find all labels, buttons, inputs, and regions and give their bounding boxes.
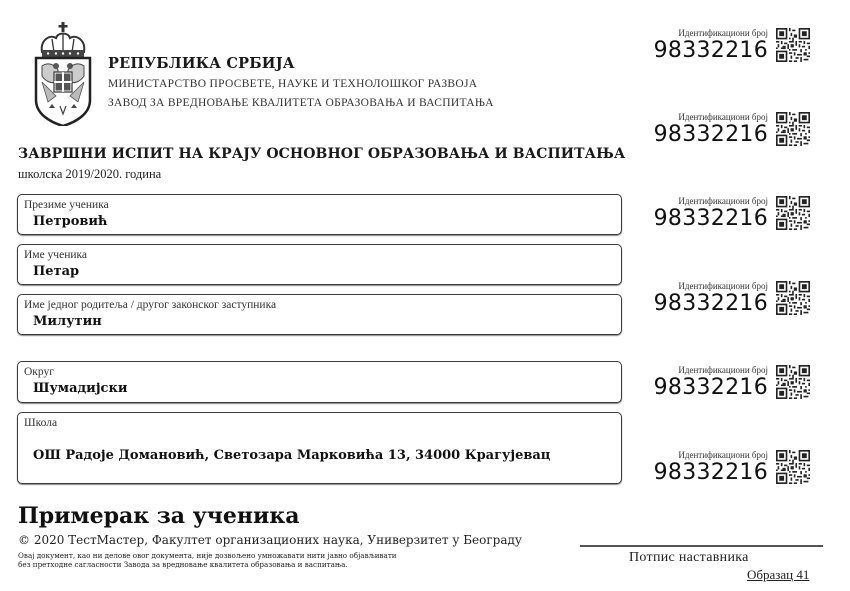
field-value: Милутин [33,314,102,329]
qr-code-icon [776,112,810,146]
signature-line [580,545,823,547]
id-number: 98332216 [653,291,768,316]
ministry-name: МИНИСТАРСТВО ПРОСВЕТЕ, НАУКЕ И ТЕХНОЛОШКОГ РАЗВОЈА [108,78,478,90]
id-label: Идентификациони број [678,196,768,206]
id-block [645,281,825,321]
id-number: 98332216 [653,460,768,485]
id-label: Идентификациони број [678,450,768,460]
qr-code-icon [776,281,810,315]
first-name-field[interactable] [17,244,622,285]
id-block [645,28,825,68]
id-number: 98332216 [653,122,768,147]
notice-line: Овај документ, као ни делове овог документа, није дозвољено умножавати нити јавно објављивати [18,551,397,560]
field-label: Округ [24,366,54,378]
teacher-signature-label: Потпис наставника [629,550,749,565]
copy-title: Примерак за ученика [18,503,300,529]
id-number: 98332216 [653,206,768,231]
parent-name-field[interactable] [17,294,622,335]
republic-title: РЕПУБЛИКА СРБИЈА [108,55,295,72]
coat-of-arms-icon [34,22,92,126]
field-value: Петровић [33,214,108,229]
qr-code-icon [776,450,810,484]
exam-title: ЗАВРШНИ ИСПИТ НА КРАЈУ ОСНОВНОГ ОБРАЗОВАЊА И ВАСПИТАЊА [18,146,626,162]
field-value: ОШ Радоје Домановић, Светозара Марковића 13, 34000 Крагујевац [33,448,551,463]
field-value: Петар [33,264,80,279]
id-number: 98332216 [653,38,768,63]
id-label: Идентификациони број [678,281,768,291]
form-number: Образац 41 [747,567,810,582]
id-block [645,112,825,152]
institute-name: ЗАВОД ЗА ВРЕДНОВАЊЕ КВАЛИТЕТА ОБРАЗОВАЊА И ВАСПИТАЊА [108,97,494,109]
qr-code-icon [776,28,810,62]
id-number: 98332216 [653,375,768,400]
id-label: Идентификациони број [678,365,768,375]
school-year: школска 2019/2020. година [18,167,162,181]
id-block [645,365,825,405]
id-block [645,450,825,490]
field-label: Име ученика [24,249,88,261]
id-block [645,196,825,236]
copyright-text: © 2020 ТестМастер, Факултет организационих наука, Универзитет у Београду [18,533,522,547]
qr-code-icon [776,365,810,399]
school-field[interactable] [17,412,622,484]
surname-field[interactable] [17,194,622,235]
field-label: Школа [24,417,58,429]
district-field[interactable] [17,361,622,403]
qr-code-icon [776,196,810,230]
field-label: Презиме ученика [24,199,109,211]
notice-line: без претходне сагласности Завода за вредновање квалитета образовања и васпитања. [18,560,348,569]
copyright-notice [18,551,397,569]
field-value: Шумадијски [33,381,128,396]
id-label: Идентификациони број [678,28,768,38]
field-label: Име једног родитеља / другог законског заступника [24,299,277,311]
id-label: Идентификациони број [678,112,768,122]
